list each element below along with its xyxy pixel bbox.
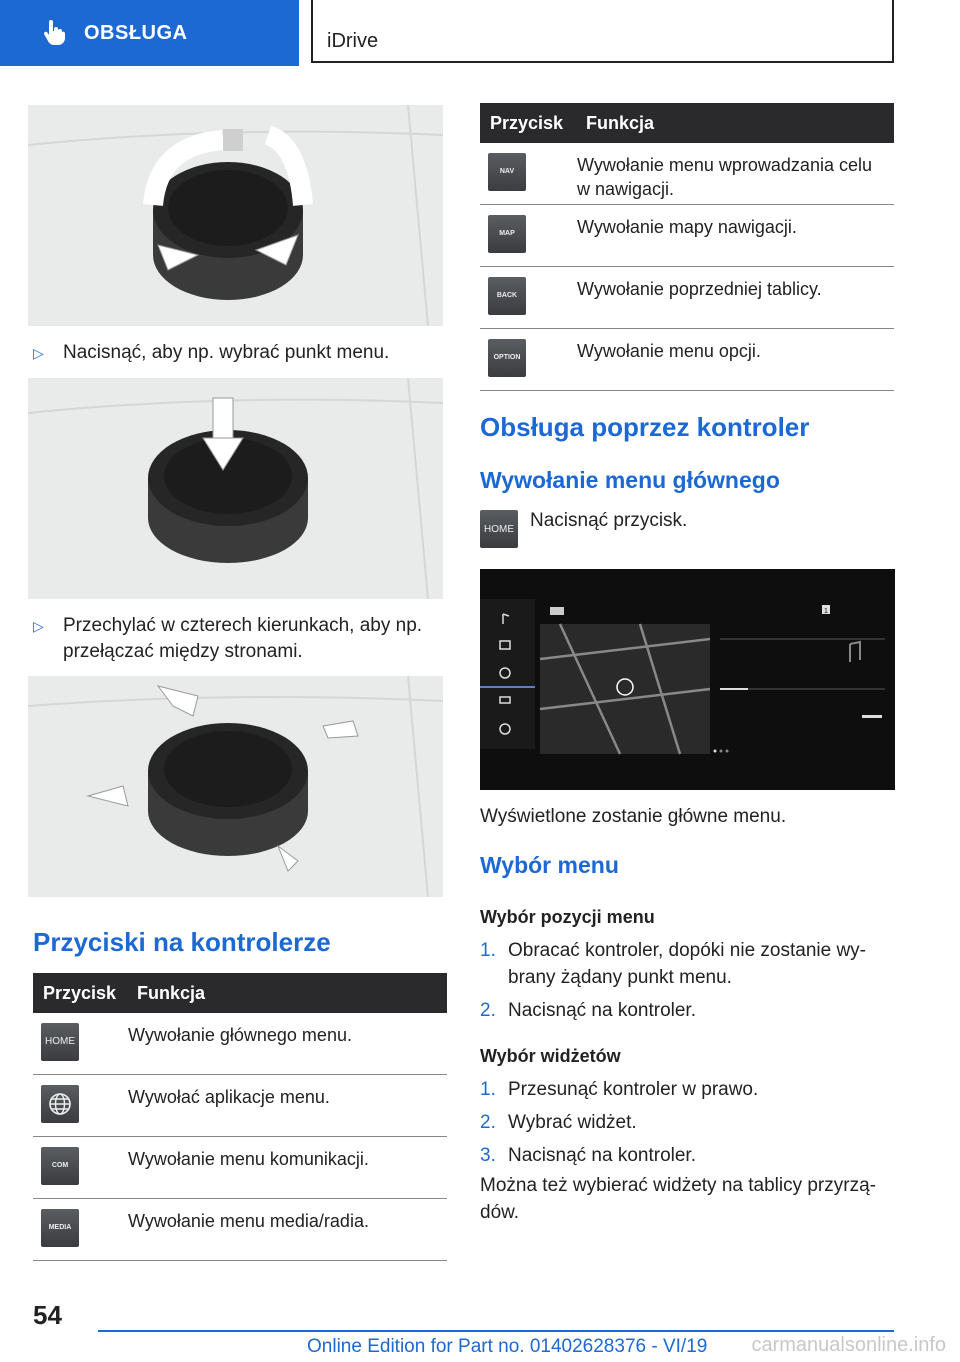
table-row: COM Wywołanie menu komunikacji. bbox=[33, 1137, 447, 1199]
map-button-icon: MAP bbox=[488, 215, 526, 253]
footer-edition: Online Edition for Part no. 01402628376 - VI/19 bbox=[307, 1336, 708, 1357]
left-buttons-table bbox=[33, 973, 447, 1261]
triangle-icon: ▷ bbox=[33, 345, 44, 361]
subheading-widgets: Wybór widżetów bbox=[480, 1046, 621, 1066]
list-item: 3. Nacisnąć na kontroler. bbox=[480, 1145, 696, 1166]
triangle-icon: ▷ bbox=[33, 618, 44, 634]
closing-text: Można też wybierać widżety na tablicy przyrzą- dów. bbox=[480, 1175, 876, 1223]
col-header-function: Funkcja bbox=[576, 103, 894, 143]
watermark: carmanualsonline.info bbox=[751, 1334, 946, 1356]
table-row: BACK Wywołanie poprzedniej tablicy. bbox=[480, 267, 894, 329]
controller-press-image bbox=[28, 378, 443, 599]
subheading-menu-item: Wybór pozycji menu bbox=[480, 907, 655, 927]
col-header-button: Przycisk bbox=[33, 973, 127, 1013]
widget-steps bbox=[480, 1076, 880, 1175]
page-header bbox=[0, 0, 960, 66]
hand-pointer-icon bbox=[40, 19, 68, 47]
press-button-text: Nacisnąć przycisk. bbox=[530, 510, 688, 531]
nav-button-icon: NAV bbox=[488, 153, 526, 191]
section-heading-controller: Obsługa poprzez kontroler bbox=[480, 412, 810, 442]
col-header-function: Funkcja bbox=[127, 973, 447, 1013]
option-button-icon: OPTION bbox=[488, 339, 526, 377]
table-header-row bbox=[480, 103, 894, 143]
list-item: 1. Obracać kontroler, dopóki nie zostanie wy- brany żądany punkt menu. bbox=[480, 940, 867, 988]
screen-number-label: 1 bbox=[824, 608, 828, 615]
main-menu-screen-image bbox=[480, 569, 895, 790]
list-item: 1. Przesunąć kontroler w prawo. bbox=[480, 1079, 759, 1100]
table-row: MAP Wywołanie mapy nawigacji. bbox=[480, 205, 894, 267]
page-number: 54 bbox=[33, 1300, 62, 1330]
menu-item-steps bbox=[480, 937, 880, 1030]
chapter-box bbox=[311, 0, 894, 63]
table-row: OPTION Wywołanie menu opcji. bbox=[480, 329, 894, 391]
media-button-icon: MEDIA bbox=[41, 1209, 79, 1247]
com-button-icon: COM bbox=[41, 1147, 79, 1185]
table-row: MEDIA Wywołanie menu media/radia. bbox=[33, 1199, 447, 1261]
home-button-icon: HOME bbox=[480, 510, 518, 548]
col-header-button: Przycisk bbox=[480, 103, 576, 143]
list-item: 2. Wybrać widżet. bbox=[480, 1112, 637, 1133]
controller-rotate-image bbox=[28, 105, 443, 326]
footer-divider bbox=[98, 1330, 894, 1332]
list-item: 2. Nacisnąć na kontroler. bbox=[480, 1000, 696, 1021]
section-tab bbox=[0, 0, 299, 66]
table-row: HOME Wywołanie głównego menu. bbox=[33, 1013, 447, 1075]
controller-tilt-image bbox=[28, 676, 443, 897]
right-buttons-table bbox=[480, 103, 894, 391]
section-heading-buttons: Przyciski na kontrolerze bbox=[33, 927, 331, 957]
table-row: NAV Wywołanie menu wprowadzania celu w nawigacji. bbox=[480, 143, 894, 205]
table-row: Wywołać aplikacje menu. bbox=[33, 1075, 447, 1137]
subheading-menu-select: Wybór menu bbox=[480, 852, 619, 878]
back-button-icon: BACK bbox=[488, 277, 526, 315]
globe-icon bbox=[41, 1085, 79, 1123]
subheading-main-menu: Wywołanie menu głównego bbox=[480, 467, 780, 493]
after-screen-text: Wyświetlone zostanie główne menu. bbox=[480, 806, 787, 827]
chapter-title: iDrive bbox=[327, 30, 379, 52]
section-label: OBSŁUGA bbox=[84, 21, 188, 44]
home-button-icon: HOME bbox=[41, 1023, 79, 1061]
table-header-row bbox=[33, 973, 447, 1013]
